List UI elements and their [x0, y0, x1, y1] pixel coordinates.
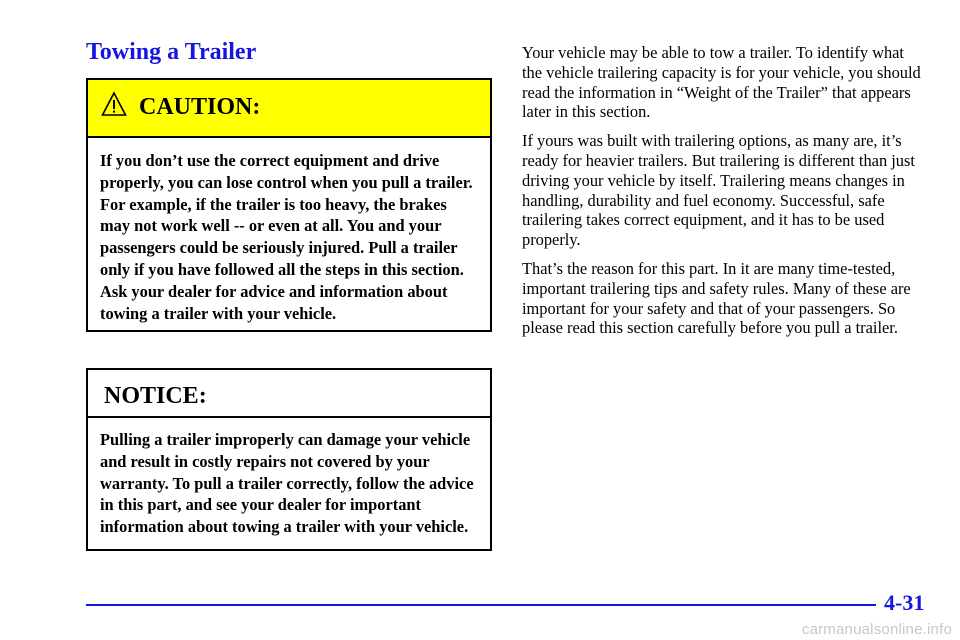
body-paragraph: That’s the reason for this part. In it are many time-tested, important trailering tips and safety rules. Many of these are important for your safety and that of your passengers. So please read this section carefully before you pull a trailer. — [522, 258, 911, 338]
warning-triangle-icon — [101, 91, 127, 117]
body-paragraph: Your vehicle may be able to tow a trailer. To identify what the vehicle trailering capacity is for your vehicle, you should read the information in “Weight of the Trailer” that appears later in this section. — [522, 43, 921, 122]
footer-rule — [86, 604, 876, 606]
caution-box — [86, 78, 492, 332]
notice-label: NOTICE: — [104, 383, 207, 409]
page-title: Towing a Trailer — [86, 39, 257, 65]
caution-text: If you don’t use the correct equipment and drive properly, you can lose control when you pull a trailer. For example, if the trailer is too heavy, the brakes may not work well -- or even at all. You and your passengers could be seriously injured. Pull a trailer only if you have followed all the steps in this section. Ask your dealer for advice and information about towing a trailer with your vehicle. — [100, 151, 473, 323]
body-paragraph: If yours was built with trailering options, as many are, it’s ready for heavier trailers. But trailering is different than just driving your vehicle by itself. Trailering means changes in handling, durability and fuel economy. Successful, safe trailering takes correct equipment, and it has to be used properly. — [522, 131, 915, 250]
notice-text: Pulling a trailer improperly can damage your vehicle and result in costly repairs not covered by your warranty. To pull a trailer correctly, follow the advice in this part, and see your dealer for important information about towing a trailer with your vehicle. — [100, 430, 474, 537]
caution-header — [88, 80, 490, 138]
notice-header — [88, 370, 490, 418]
caution-label: CAUTION: — [139, 94, 261, 120]
notice-box — [86, 368, 492, 551]
watermark: carmanualsonline.info — [801, 621, 952, 638]
page-number: 4-31 — [884, 590, 925, 615]
body-text-column — [522, 43, 922, 347]
